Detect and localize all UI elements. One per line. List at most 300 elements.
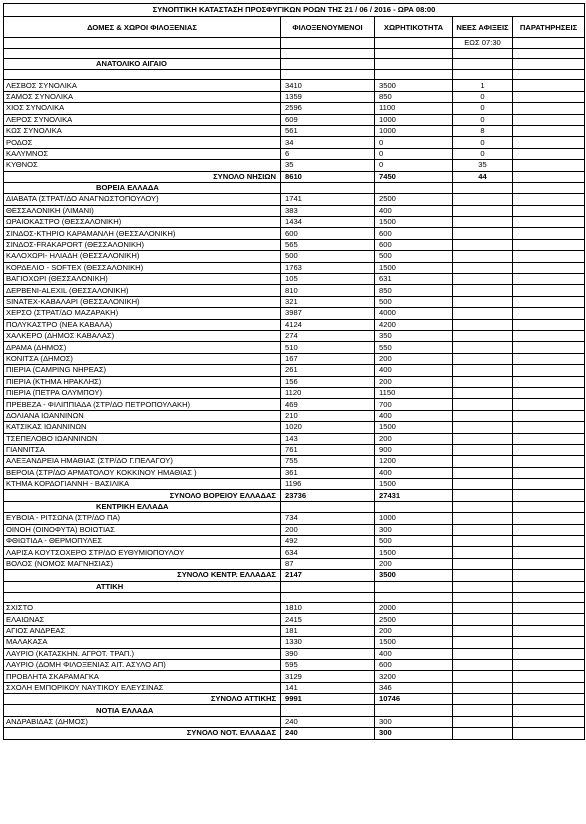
column-header-arrivals: ΝΕΕΣ ΑΦΙΞΕΙΣ [453,17,513,38]
region-total-row [4,728,585,739]
hosted-value: 561 [281,125,375,136]
facility-name: ΟΙΝΟΗ (ΟΙΝΟΦΥΤΑ) ΒΟΙΩΤΙΑΣ [4,524,281,535]
hosted-value: 6 [281,148,375,159]
total-label: ΣΥΝΟΛΟ ΑΤΤΙΚΗΣ [4,694,281,705]
notes-value [513,648,585,659]
hosted-value: 595 [281,659,375,670]
total-capacity: 3500 [375,570,453,581]
table-row [4,456,585,467]
notes-value [513,228,585,239]
notes-value [513,671,585,682]
facility-name: ΒΟΛΟΣ (ΝΟΜΟΣ ΜΑΓΝΗΣΙΑΣ) [4,558,281,569]
notes-value [513,716,585,727]
arrivals-value [453,376,513,387]
capacity-value: 1500 [375,479,453,490]
hosted-value: 261 [281,365,375,376]
facility-name: ΒΕΡΟΙΑ (ΣΤΡ/ΔΟ ΑΡΜΑΤΟΛΟΥ ΚΟΚΚΙΝΟΥ ΗΜΑΘΙΑΣ ) [4,467,281,478]
notes-value [513,114,585,125]
total-hosted: 2147 [281,570,375,581]
arrivals-value [453,524,513,535]
arrivals-value [453,444,513,455]
hosted-value: 1330 [281,637,375,648]
facility-name: ΚΑΤΣΙΚΑΣ ΙΩΑΝΝΙΝΩΝ [4,422,281,433]
hosted-value: 600 [281,228,375,239]
total-capacity: 7450 [375,171,453,182]
facility-name: ΣΑΜΟΣ ΣΥΝΟΛΙΚΑ [4,91,281,102]
hosted-value: 240 [281,716,375,727]
arrivals-value [453,433,513,444]
notes-value [513,536,585,547]
facility-name: ΘΕΣΣΑΛΟΝΙΚΗ (ΛΙΜΑΝΙ) [4,205,281,216]
table-row [4,558,585,569]
notes-value [513,330,585,341]
total-arrivals [453,570,513,581]
arrivals-value [453,319,513,330]
notes-value [513,433,585,444]
table-row [4,148,585,159]
hosted-value: 87 [281,558,375,569]
region-name: ΒΟΡΕΙΑ ΕΛΛΑΔΑ [4,182,281,193]
total-label: ΣΥΝΟΛΟ ΝΗΣΙΩΝ [4,171,281,182]
arrivals-value [453,251,513,262]
arrivals-value [453,625,513,636]
notes-value [513,137,585,148]
notes-value [513,659,585,670]
capacity-value: 350 [375,330,453,341]
notes-value [513,319,585,330]
table-row [4,682,585,693]
region-total-row [4,694,585,705]
capacity-value: 1000 [375,513,453,524]
arrivals-value [453,194,513,205]
notes-value [513,80,585,91]
arrivals-value [453,274,513,285]
table-row [4,239,585,250]
facility-name: ΠΡΕΒΕΖΑ - ΦΙΛΙΠΠΙΑΔΑ (ΣΤΡ/ΔΟ ΠΕΤΡΟΠΟΥΛΑΚΗ) [4,399,281,410]
arrivals-value [453,682,513,693]
facility-name: ΛΕΣΒΟΣ ΣΥΝΟΛΙΚΑ [4,80,281,91]
table-row [4,137,585,148]
facility-name: ΚΑΛΟΧΩΡΙ- ΗΛΙΑΔΗ (ΘΕΣΣΑΛΟΝΙΚΗ) [4,251,281,262]
hosted-value: 4124 [281,319,375,330]
hosted-value: 321 [281,296,375,307]
table-row [4,671,585,682]
arrivals-value: 0 [453,91,513,102]
capacity-value: 0 [375,137,453,148]
notes-value [513,547,585,558]
notes-value [513,558,585,569]
table-row [4,387,585,398]
notes-value [513,376,585,387]
notes-value [513,160,585,171]
facility-name: ΣΧΙΣΤΟ [4,602,281,613]
table-row [4,479,585,490]
notes-value [513,353,585,364]
arrivals-value: 8 [453,125,513,136]
arrivals-value [453,262,513,273]
hosted-value: 3987 [281,308,375,319]
capacity-value: 0 [375,160,453,171]
table-row [4,513,585,524]
table-row [4,433,585,444]
notes-value [513,625,585,636]
capacity-value: 1100 [375,103,453,114]
hosted-value: 2596 [281,103,375,114]
spacer-row [4,70,585,80]
region-header-row [4,182,585,193]
capacity-value: 400 [375,467,453,478]
notes-value [513,251,585,262]
capacity-value: 600 [375,239,453,250]
total-label: ΣΥΝΟΛΟ ΚΕΝΤΡ. ΕΛΛΑΔΑΣ [4,570,281,581]
notes-value [513,274,585,285]
region-name: ΚΕΝΤΡΙΚΗ ΕΛΛΑΔΑ [4,501,281,512]
capacity-value: 200 [375,625,453,636]
column-header-notes: ΠΑΡΑΤΗΡΗΣΕΙΣ [513,17,585,38]
arrivals-value [453,330,513,341]
region-total-row [4,171,585,182]
hosted-value: 274 [281,330,375,341]
capacity-value: 346 [375,682,453,693]
table-row [4,296,585,307]
notes-value [513,308,585,319]
column-header-capacity: ΧΩΡΗΤΙΚΟΤΗΤΑ [375,17,453,38]
hosted-value: 210 [281,410,375,421]
notes-value [513,285,585,296]
hosted-value: 510 [281,342,375,353]
arrivals-value [453,399,513,410]
hosted-value: 1359 [281,91,375,102]
capacity-value: 1500 [375,262,453,273]
arrivals-value: 35 [453,160,513,171]
notes-value [513,467,585,478]
arrivals-value [453,547,513,558]
total-arrivals [453,490,513,501]
total-arrivals: 44 [453,171,513,182]
total-arrivals [453,694,513,705]
arrivals-time-label: ΕΩΣ 07:30 [453,38,513,49]
capacity-value: 1500 [375,422,453,433]
capacity-value: 0 [375,148,453,159]
arrivals-value [453,387,513,398]
capacity-value: 1500 [375,217,453,228]
table-row [4,319,585,330]
capacity-value: 400 [375,205,453,216]
arrivals-value [453,671,513,682]
table-row [4,308,585,319]
facility-name: ΠΙΕΡΙΑ (ΠΕΤΡΑ ΟΛΥΜΠΟΥ) [4,387,281,398]
arrivals-value: 0 [453,103,513,114]
notes-value [513,342,585,353]
notes-value [513,524,585,535]
table-row [4,80,585,91]
hosted-value: 156 [281,376,375,387]
facility-name: ΚΥΘΝΟΣ [4,160,281,171]
arrivals-value [453,479,513,490]
capacity-value: 2500 [375,614,453,625]
notes-value [513,194,585,205]
arrivals-value: 0 [453,137,513,148]
capacity-value: 400 [375,648,453,659]
table-row [4,716,585,727]
capacity-value: 500 [375,296,453,307]
arrivals-value [453,558,513,569]
table-row [4,342,585,353]
facility-name: ΠΟΛΥΚΑΣΤΡΟ (ΝΕΑ ΚΑΒΑΛΑ) [4,319,281,330]
facility-name: ΛΑΥΡΙΟ (ΚΑΤΑΣΚΗΝ. ΑΓΡΟΤ. ΤΡΑΠ.) [4,648,281,659]
facility-name: ΕΥΒΟΙΑ - ΡΙΤΣΩΝΑ (ΣΤΡ/ΔΟ ΠΑ) [4,513,281,524]
capacity-value: 4000 [375,308,453,319]
capacity-value: 600 [375,228,453,239]
total-capacity: 300 [375,728,453,739]
capacity-value: 3500 [375,80,453,91]
notes-value [513,614,585,625]
capacity-value: 1000 [375,114,453,125]
hosted-value: 383 [281,205,375,216]
table-row [4,217,585,228]
column-header-hosted: ΦΙΛΟΞΕΝΟΥΜΕΝΟΙ [281,17,375,38]
column-header-structures: ΔΟΜΕΣ & ΧΩΡΟΙ ΦΙΛΟΞΕΝΙΑΣ [4,17,281,38]
arrivals-value [453,217,513,228]
total-hosted: 23736 [281,490,375,501]
table-row [4,194,585,205]
facility-name: ΔΕΡΒΕΝΙ-ALEXIL (ΘΕΣΣΑΛΟΝΙΚΗ) [4,285,281,296]
capacity-value: 500 [375,251,453,262]
region-header-row [4,705,585,716]
hosted-value: 1120 [281,387,375,398]
capacity-value: 400 [375,365,453,376]
notes-value [513,296,585,307]
table-row [4,648,585,659]
region-name: ΑΤΤΙΚΗ [4,581,281,592]
total-arrivals [453,728,513,739]
hosted-value: 105 [281,274,375,285]
hosted-value: 1196 [281,479,375,490]
region-header-row [4,581,585,592]
report-sheet [3,3,585,740]
hosted-value: 1434 [281,217,375,228]
region-name: ΑΝΑΤΟΛΙΚΟ ΑΙΓΑΙΟ [4,59,281,70]
facility-name: ΑΝΔΡΑΒΙΔΑΣ (ΔΗΜΟΣ) [4,716,281,727]
arrivals-value: 0 [453,114,513,125]
table-row [4,422,585,433]
total-capacity: 10746 [375,694,453,705]
hosted-value: 167 [281,353,375,364]
notes-value [513,262,585,273]
refugee-flows-table [3,3,585,740]
facility-name: ΤΣΕΠΕΛΟΒΟ ΙΩΑΝΝΙΝΩΝ [4,433,281,444]
table-row [4,262,585,273]
capacity-value: 1500 [375,637,453,648]
capacity-value: 550 [375,342,453,353]
notes-value [513,456,585,467]
total-capacity: 27431 [375,490,453,501]
facility-name: ΧΕΡΣΟ (ΣΤΡΑΤ/ΔΟ ΜΑΖΑΡΑΚΗ) [4,308,281,319]
hosted-value: 1020 [281,422,375,433]
hosted-value: 2415 [281,614,375,625]
region-name: ΝΟΤΙΑ ΕΛΛΑΔΑ [4,705,281,716]
facility-name: ΣΙΝΔΟΣ-FRAKAPORT (ΘΕΣΣΑΛΟΝΙΚΗ) [4,239,281,250]
facility-name: ΜΑΛΑΚΑΣΑ [4,637,281,648]
table-row [4,614,585,625]
notes-value [513,365,585,376]
table-row [4,365,585,376]
capacity-value: 300 [375,716,453,727]
arrivals-value [453,422,513,433]
total-hosted: 8610 [281,171,375,182]
hosted-value: 1763 [281,262,375,273]
hosted-value: 755 [281,456,375,467]
capacity-value: 3200 [375,671,453,682]
title-row [4,4,585,17]
arrivals-value [453,239,513,250]
hosted-value: 1810 [281,602,375,613]
facility-name: ΚΑΛΥΜΝΟΣ [4,148,281,159]
total-hosted: 240 [281,728,375,739]
notes-value [513,637,585,648]
subheader-row [4,38,585,49]
region-header-row [4,59,585,70]
notes-value [513,422,585,433]
capacity-value: 1500 [375,547,453,558]
capacity-value: 900 [375,444,453,455]
hosted-value: 3410 [281,80,375,91]
arrivals-value [453,513,513,524]
capacity-value: 1000 [375,125,453,136]
facility-name: ΚΟΡΔΕΛΙΟ - SOFTEX (ΘΕΣΣΑΛΟΝΙΚΗ) [4,262,281,273]
arrivals-value [453,536,513,547]
table-row [4,160,585,171]
hosted-value: 609 [281,114,375,125]
arrivals-value [453,716,513,727]
table-body [4,4,585,740]
table-row [4,410,585,421]
table-row [4,602,585,613]
facility-name: ΑΛΕΞΑΝΔΡΕΙΑ ΗΜΑΘΙΑΣ (ΣΤΡ/ΔΟ Γ.ΠΕΛΑΓΟΥ) [4,456,281,467]
capacity-value: 2000 [375,602,453,613]
facility-name: ΔΟΛΙΑΝΑ ΙΩΑΝΝΙΝΩΝ [4,410,281,421]
notes-value [513,410,585,421]
total-label: ΣΥΝΟΛΟ ΒΟΡΕΙΟΥ ΕΛΛΑΔΑΣ [4,490,281,501]
table-row [4,547,585,558]
capacity-value: 300 [375,524,453,535]
table-row [4,274,585,285]
arrivals-value: 1 [453,80,513,91]
facility-name: ΧΑΛΚΕΡΟ (ΔΗΜΟΣ ΚΑΒΑΛΑΣ) [4,330,281,341]
arrivals-value: 0 [453,148,513,159]
capacity-value: 1150 [375,387,453,398]
total-hosted: 9991 [281,694,375,705]
facility-name: ΔΡΑΜΑ (ΔΗΜΟΣ) [4,342,281,353]
facility-name: ΕΛΑΙΩΝΑΣ [4,614,281,625]
table-row [4,625,585,636]
hosted-value: 181 [281,625,375,636]
hosted-value: 734 [281,513,375,524]
capacity-value: 4200 [375,319,453,330]
capacity-value: 500 [375,536,453,547]
arrivals-value [453,410,513,421]
arrivals-value [453,456,513,467]
table-row [4,444,585,455]
facility-name: ΚΩΣ ΣΥΝΟΛΙΚΑ [4,125,281,136]
notes-value [513,444,585,455]
arrivals-value [453,467,513,478]
facility-name: ΠΙΕΡΙΑ (CAMPING ΝΗΡΕΑΣ) [4,365,281,376]
facility-name: ΡΟΔΟΣ [4,137,281,148]
notes-value [513,103,585,114]
arrivals-value [453,659,513,670]
facility-name: ΦΘΙΩΤΙΔΑ - ΘΕΡΜΟΠΥΛΕΣ [4,536,281,547]
table-row [4,114,585,125]
arrivals-value [453,228,513,239]
table-row [4,467,585,478]
notes-value [513,205,585,216]
facility-name: ΓΙΑΝΝΙΤΣΑ [4,444,281,455]
notes-value [513,91,585,102]
spacer-row [4,49,585,59]
table-row [4,637,585,648]
table-row [4,205,585,216]
capacity-value: 200 [375,558,453,569]
notes-value [513,513,585,524]
arrivals-value [453,648,513,659]
region-header-row [4,501,585,512]
notes-value [513,602,585,613]
arrivals-value [453,614,513,625]
notes-value [513,125,585,136]
notes-value [513,399,585,410]
arrivals-value [453,365,513,376]
facility-name: ΛΑΡΙΣΑ ΚΟΥΤΣΟΧΕΡΟ ΣΤΡ/ΔΟ ΕΥΘΥΜΙΟΠΟΥΛΟΥ [4,547,281,558]
arrivals-value [453,353,513,364]
notes-value [513,682,585,693]
arrivals-value [453,637,513,648]
capacity-value: 631 [375,274,453,285]
hosted-value: 469 [281,399,375,410]
notes-value [513,479,585,490]
facility-name: ΔΙΑΒΑΤΑ (ΣΤΡΑΤ/ΔΟ ΑΝΑΓΝΩΣΤΟΠΟΥΛΟΥ) [4,194,281,205]
notes-value [513,148,585,159]
hosted-value: 3129 [281,671,375,682]
region-total-row [4,570,585,581]
facility-name: ΚΤΗΜΑ ΚΟΡΔΟΓΙΑΝΝΗ - ΒΑΣΙΛΙΚΑ [4,479,281,490]
table-row [4,353,585,364]
notes-value [513,387,585,398]
capacity-value: 200 [375,353,453,364]
hosted-value: 361 [281,467,375,478]
capacity-value: 850 [375,285,453,296]
facility-name: ΣΙΝΔΟΣ-ΚΤΗΡΙΟ ΚΑΡΑΜΑΝΛΗ (ΘΕΣΣΑΛΟΝΙΚΗ) [4,228,281,239]
spacer-row [4,592,585,602]
report-title: ΣΥΝΟΠΤΙΚΗ ΚΑΤΑΣΤΑΣΗ ΠΡΟΣΦΥΓΙΚΩΝ ΡΟΩΝ ΤΗΣ 21 / 06 / 2016 - ΩΡΑ 08:00 [4,4,585,17]
hosted-value: 34 [281,137,375,148]
capacity-value: 200 [375,433,453,444]
capacity-value: 700 [375,399,453,410]
facility-name: ΧΙΟΣ ΣΥΝΟΛΙΚΑ [4,103,281,114]
hosted-value: 565 [281,239,375,250]
table-row [4,659,585,670]
hosted-value: 141 [281,682,375,693]
total-label: ΣΥΝΟΛΟ ΝΟΤ. ΕΛΛΑΔΑΣ [4,728,281,739]
capacity-value: 600 [375,659,453,670]
arrivals-value [453,308,513,319]
table-row [4,228,585,239]
hosted-value: 390 [281,648,375,659]
hosted-value: 200 [281,524,375,535]
table-row [4,330,585,341]
hosted-value: 761 [281,444,375,455]
facility-name: ΑΓΙΟΣ ΑΝΔΡΕΑΣ [4,625,281,636]
